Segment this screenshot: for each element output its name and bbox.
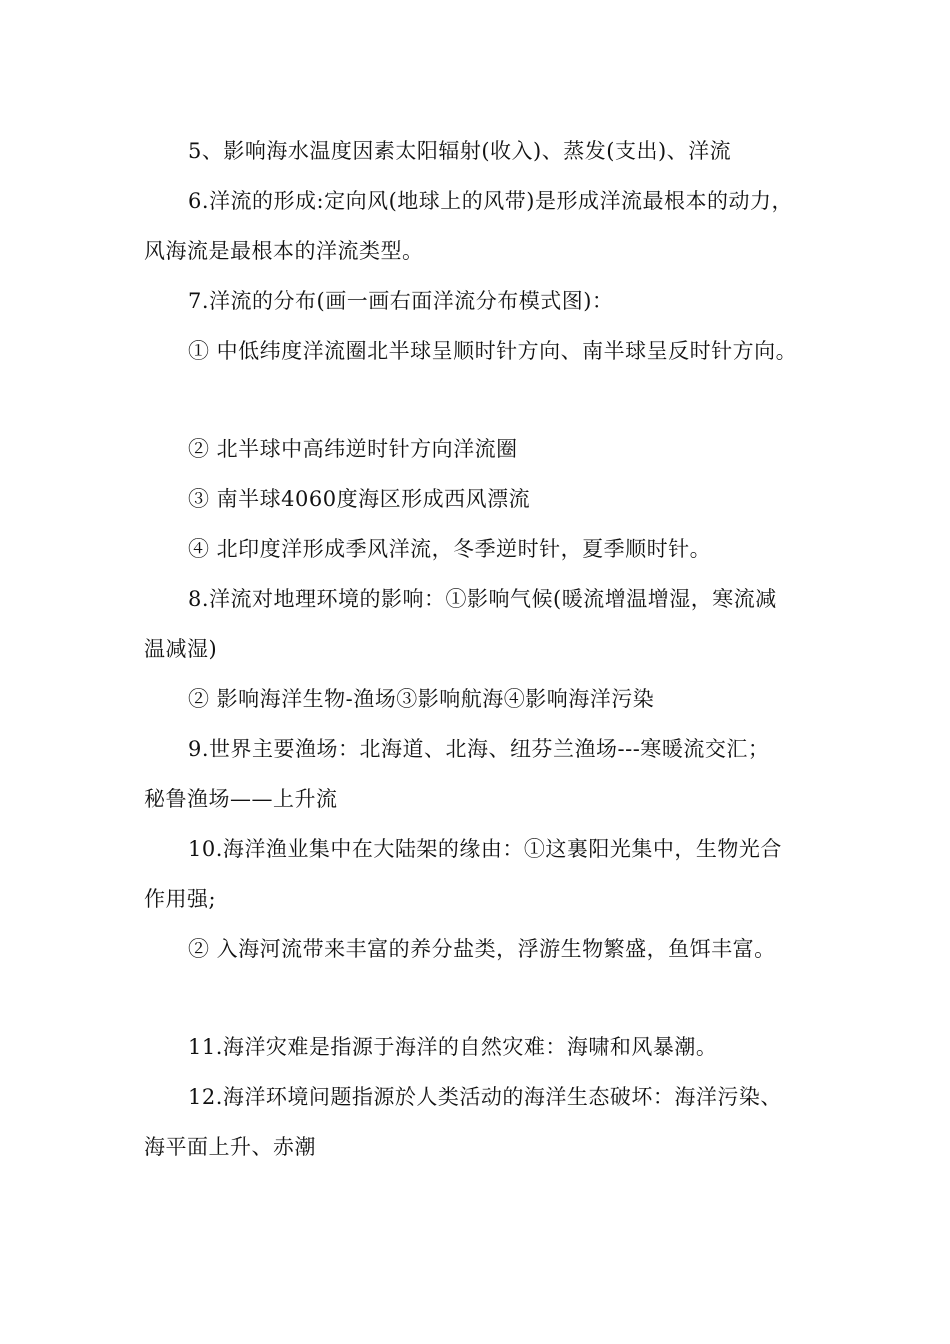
text-line-item-7: 7.洋流的分布(画一画右面洋流分布模式图)：: [188, 289, 614, 313]
text-line-item-8-cont: 温减湿): [144, 637, 218, 661]
text-line-item-7-sub3: ③ 南半球4060度海区形成西风漂流: [188, 487, 531, 511]
text-line-item-6-cont: 风海流是最根本的洋流类型。: [144, 239, 424, 263]
text-line-item-8: 8.洋流对地理环境的影响：①影响气候(暖流增温增湿，寒流减: [188, 587, 777, 611]
text-line-item-10: 10.海洋渔业集中在大陆架的缘由：①这裏阳光集中，生物光合: [188, 837, 782, 861]
text-line-item-9-cont: 秘鲁渔场——上升流: [144, 787, 338, 811]
text-line-item-9: 9.世界主要渔场：北海道、北海、纽芬兰渔场---寒暖流交汇；: [188, 737, 770, 761]
text-line-item-11: 11.海洋灾难是指源于海洋的自然灾难：海啸和风暴潮。: [188, 1035, 718, 1059]
text-line-item-10-cont: 作用强;: [144, 887, 217, 911]
text-line-item-5: 5、影响海水温度因素太阳辐射(收入)、蒸发(支出)、洋流: [188, 139, 732, 163]
text-line-item-7-sub2: ② 北半球中高纬逆时针方向洋流圈: [188, 437, 518, 461]
text-line-item-7-sub4: ④ 北印度洋形成季风洋流，冬季逆时针，夏季顺时针。: [188, 537, 712, 561]
text-line-item-8-sub: ② 影响海洋生物-渔场③影响航海④影响海洋污染: [188, 687, 655, 711]
text-line-item-12: 12.海洋环境问题指源於人类活动的海洋生态破坏：海洋污染、: [188, 1085, 782, 1109]
text-line-item-7-sub1: ① 中低纬度洋流圈北半球呈顺时针方向、南半球呈反时针方向。: [188, 339, 798, 363]
text-line-item-12-cont: 海平面上升、赤潮: [144, 1135, 316, 1159]
text-line-item-6: 6.洋流的形成:定向风(地球上的风带)是形成洋流最根本的动力，: [188, 189, 793, 213]
text-line-item-10-sub: ② 入海河流带来丰富的养分盐类，浮游生物繁盛，鱼饵丰富。: [188, 937, 776, 961]
